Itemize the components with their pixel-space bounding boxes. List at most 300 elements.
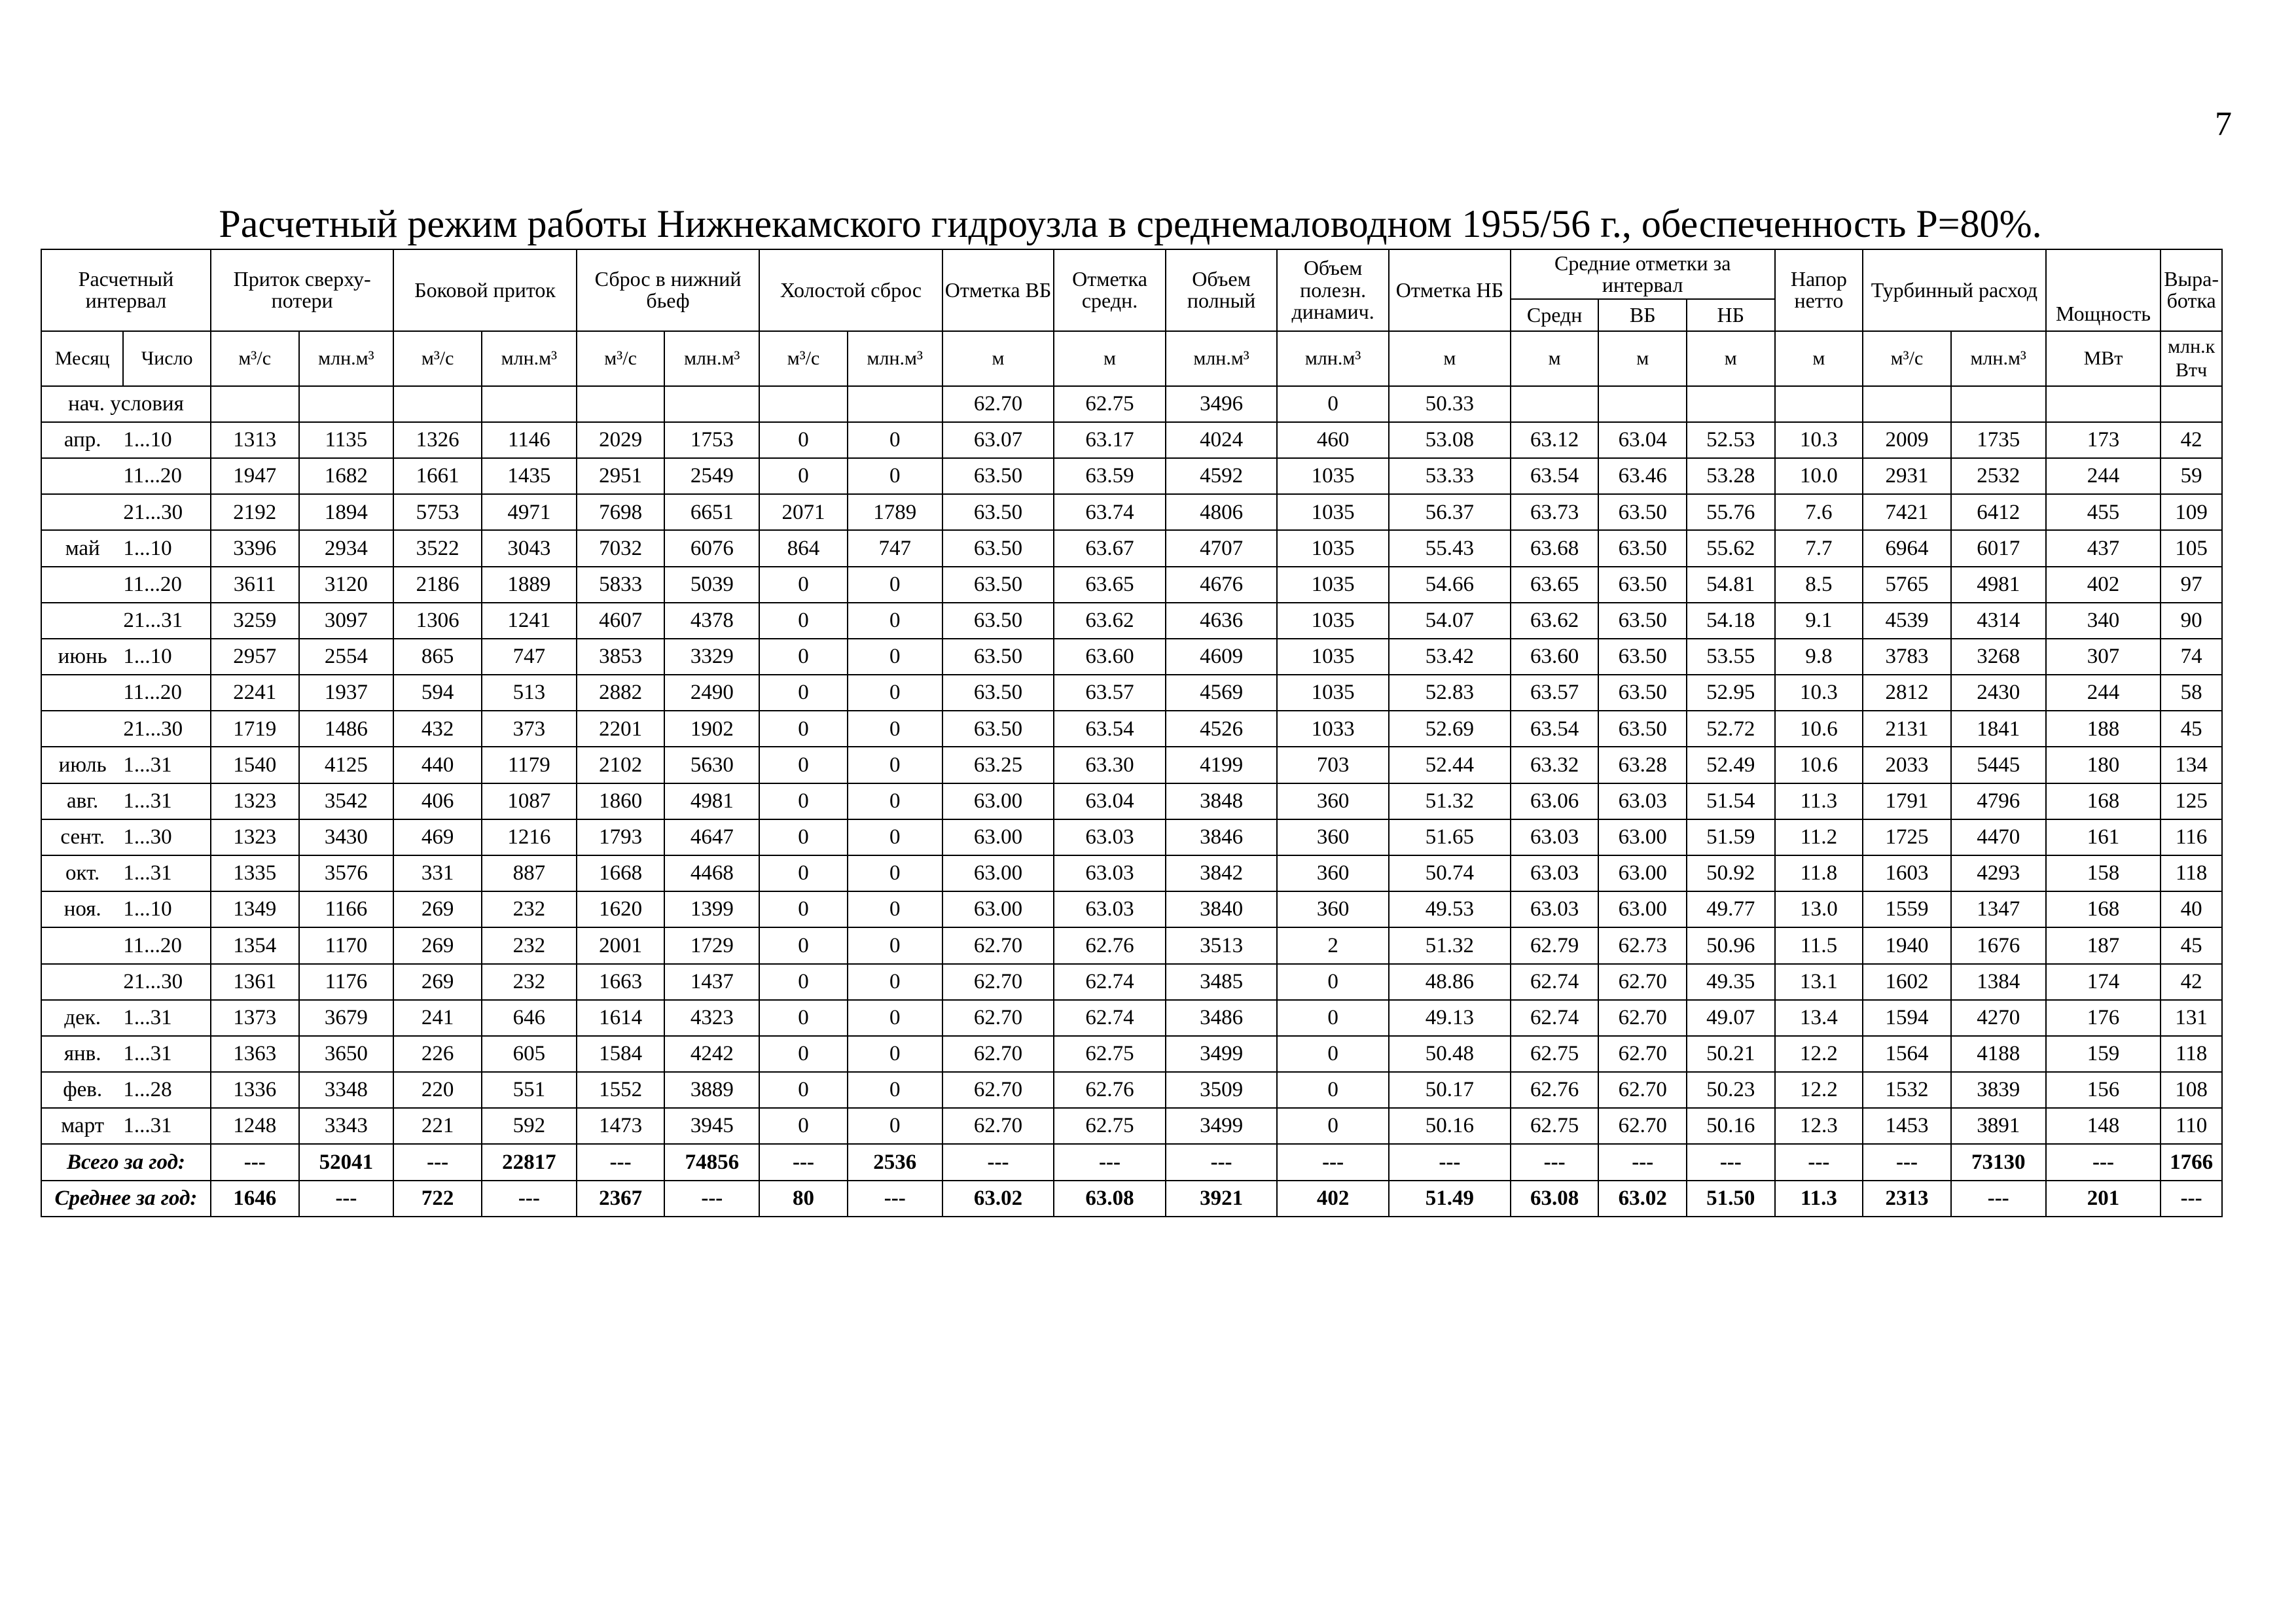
value-cell: 4293 <box>1951 855 2046 891</box>
value-cell: 0 <box>759 567 848 603</box>
value-cell <box>664 386 759 422</box>
value-cell: 4539 <box>1863 603 1951 639</box>
value-cell: 63.50 <box>942 711 1054 747</box>
value-cell: 63.50 <box>942 567 1054 603</box>
value-cell: 63.50 <box>942 675 1054 711</box>
value-cell: 2186 <box>393 567 482 603</box>
month-cell: фев. <box>41 1072 123 1108</box>
value-cell <box>759 386 848 422</box>
header-avg-levels: Средние отметки за интервал <box>1511 249 1775 299</box>
value-cell: 131 <box>2161 1000 2222 1036</box>
value-cell: 108 <box>2161 1072 2222 1108</box>
total-value-cell: 722 <box>393 1181 482 1217</box>
value-cell: 646 <box>482 1000 577 1036</box>
value-cell: 55.43 <box>1389 530 1511 566</box>
value-cell: 1399 <box>664 891 759 927</box>
value-cell <box>848 386 942 422</box>
value-cell: 0 <box>759 603 848 639</box>
value-cell: 864 <box>759 530 848 566</box>
value-cell <box>482 386 577 422</box>
value-cell: 63.03 <box>1054 855 1166 891</box>
total-value-cell: 51.49 <box>1389 1181 1511 1217</box>
table-row <box>41 1108 2222 1144</box>
day-range-cell: 1...31 <box>123 1108 211 1144</box>
value-cell: 62.74 <box>1054 964 1166 1000</box>
value-cell: 187 <box>2046 927 2161 963</box>
value-cell: 62.75 <box>1511 1036 1599 1072</box>
value-cell: 62.75 <box>1511 1108 1599 1144</box>
value-cell: 7.6 <box>1775 494 1863 530</box>
value-cell: 1347 <box>1951 891 2046 927</box>
value-cell: 9.1 <box>1775 603 1863 639</box>
unit-month: Месяц <box>41 331 123 386</box>
value-cell: 1791 <box>1863 783 1951 819</box>
value-cell: 51.32 <box>1389 927 1511 963</box>
value-cell: 3499 <box>1166 1108 1278 1144</box>
value-cell: 62.70 <box>942 1108 1054 1144</box>
value-cell: 1306 <box>393 603 482 639</box>
total-value-cell: --- <box>1687 1144 1775 1180</box>
value-cell: 42 <box>2161 422 2222 458</box>
header-volume-useful: Объем полезн. динамич. <box>1277 249 1389 331</box>
value-cell: 11.3 <box>1775 783 1863 819</box>
value-cell: 0 <box>759 675 848 711</box>
total-value-cell: 11.3 <box>1775 1181 1863 1217</box>
value-cell <box>1511 386 1599 422</box>
value-cell: 0 <box>759 639 848 675</box>
unit-cell: млн.м³ <box>299 331 394 386</box>
value-cell: 1323 <box>211 819 299 855</box>
value-cell: 63.60 <box>1054 639 1166 675</box>
day-range-cell: 11...20 <box>123 567 211 603</box>
header-level-tw: Отметка НБ <box>1389 249 1511 331</box>
total-value-cell: 63.08 <box>1054 1181 1166 1217</box>
value-cell: 887 <box>482 855 577 891</box>
value-cell: 62.73 <box>1598 927 1687 963</box>
value-cell: 11.2 <box>1775 819 1863 855</box>
value-cell: 2241 <box>211 675 299 711</box>
value-cell: 53.55 <box>1687 639 1775 675</box>
header-inflow-top: Приток сверху-потери <box>211 249 393 331</box>
value-cell: 62.74 <box>1054 1000 1166 1036</box>
total-value-cell: --- <box>759 1144 848 1180</box>
total-value-cell: 52041 <box>299 1144 394 1180</box>
totals-row <box>41 1144 2222 1180</box>
value-cell: 55.76 <box>1687 494 1775 530</box>
value-cell: 62.76 <box>1054 927 1166 963</box>
value-cell: 232 <box>482 964 577 1000</box>
value-cell: 63.62 <box>1511 603 1599 639</box>
value-cell: 3542 <box>299 783 394 819</box>
value-cell: 62.79 <box>1511 927 1599 963</box>
value-cell: 63.54 <box>1511 711 1599 747</box>
value-cell: 63.65 <box>1054 567 1166 603</box>
value-cell: 174 <box>2046 964 2161 1000</box>
value-cell: 594 <box>393 675 482 711</box>
value-cell: 1166 <box>299 891 394 927</box>
day-range-cell: 21...30 <box>123 964 211 1000</box>
value-cell: 226 <box>393 1036 482 1072</box>
unit-cell: м³/с <box>393 331 482 386</box>
total-value-cell: 402 <box>1277 1181 1389 1217</box>
value-cell: 1793 <box>577 819 665 855</box>
value-cell: 45 <box>2161 927 2222 963</box>
value-cell: 4647 <box>664 819 759 855</box>
value-cell: 1335 <box>211 855 299 891</box>
total-value-cell: --- <box>1598 1144 1687 1180</box>
value-cell: 74 <box>2161 639 2222 675</box>
value-cell: 62.70 <box>942 1000 1054 1036</box>
value-cell: 45 <box>2161 711 2222 747</box>
value-cell: 2812 <box>1863 675 1951 711</box>
value-cell: 331 <box>393 855 482 891</box>
value-cell: 1035 <box>1277 603 1389 639</box>
value-cell: 3120 <box>299 567 394 603</box>
value-cell: 1841 <box>1951 711 2046 747</box>
value-cell: 12.2 <box>1775 1072 1863 1108</box>
value-cell <box>1863 386 1951 422</box>
value-cell: 592 <box>482 1108 577 1144</box>
value-cell: 2554 <box>299 639 394 675</box>
value-cell: 63.00 <box>942 855 1054 891</box>
value-cell: 0 <box>759 711 848 747</box>
value-cell: 51.32 <box>1389 783 1511 819</box>
month-cell <box>41 458 123 494</box>
value-cell: 1473 <box>577 1108 665 1144</box>
day-range-cell: 1...30 <box>123 819 211 855</box>
value-cell: 54.07 <box>1389 603 1511 639</box>
table-row <box>41 1036 2222 1072</box>
value-cell: 3891 <box>1951 1108 2046 1144</box>
value-cell: 1676 <box>1951 927 2046 963</box>
day-range-cell: 1...10 <box>123 639 211 675</box>
value-cell: 4199 <box>1166 747 1278 783</box>
value-cell <box>1598 386 1687 422</box>
value-cell: 1323 <box>211 783 299 819</box>
value-cell: 1668 <box>577 855 665 891</box>
total-value-cell: 80 <box>759 1181 848 1217</box>
value-cell: 4125 <box>299 747 394 783</box>
month-cell: май <box>41 530 123 566</box>
value-cell: 7032 <box>577 530 665 566</box>
value-cell: 52.49 <box>1687 747 1775 783</box>
value-cell: 1735 <box>1951 422 2046 458</box>
value-cell: 63.68 <box>1511 530 1599 566</box>
value-cell: 4242 <box>664 1036 759 1072</box>
value-cell: 4378 <box>664 603 759 639</box>
value-cell: 1361 <box>211 964 299 1000</box>
total-value-cell: --- <box>1166 1144 1278 1180</box>
value-cell: 2071 <box>759 494 848 530</box>
value-cell: 3496 <box>1166 386 1278 422</box>
unit-cell: млн.м³ <box>1277 331 1389 386</box>
value-cell <box>299 386 394 422</box>
value-cell: 13.0 <box>1775 891 1863 927</box>
day-range-cell: 1...31 <box>123 1036 211 1072</box>
value-cell: 3499 <box>1166 1036 1278 1072</box>
value-cell: 0 <box>759 855 848 891</box>
value-cell: 747 <box>848 530 942 566</box>
value-cell: 0 <box>848 855 942 891</box>
value-cell: 10.6 <box>1775 747 1863 783</box>
value-cell: 3945 <box>664 1108 759 1144</box>
value-cell: 3650 <box>299 1036 394 1072</box>
value-cell: 1176 <box>299 964 394 1000</box>
value-cell: 50.23 <box>1687 1072 1775 1108</box>
unit-cell: м <box>1389 331 1511 386</box>
value-cell: 0 <box>759 458 848 494</box>
day-range-cell: 11...20 <box>123 927 211 963</box>
month-cell: июнь <box>41 639 123 675</box>
value-cell: 63.03 <box>1054 819 1166 855</box>
value-cell: 1241 <box>482 603 577 639</box>
total-value-cell: --- <box>1775 1144 1863 1180</box>
value-cell: 59 <box>2161 458 2222 494</box>
value-cell: 747 <box>482 639 577 675</box>
value-cell: 10.6 <box>1775 711 1863 747</box>
value-cell: 11.5 <box>1775 927 1863 963</box>
day-range-cell: 21...31 <box>123 603 211 639</box>
value-cell: 161 <box>2046 819 2161 855</box>
value-cell: 4707 <box>1166 530 1278 566</box>
value-cell: 13.4 <box>1775 1000 1863 1036</box>
unit-cell: м³/с <box>1863 331 1951 386</box>
value-cell: 2934 <box>299 530 394 566</box>
header-level-avg: Отметка средн. <box>1054 249 1166 331</box>
value-cell: 3853 <box>577 639 665 675</box>
value-cell: 4314 <box>1951 603 2046 639</box>
value-cell: 110 <box>2161 1108 2222 1144</box>
value-cell: 62.70 <box>942 927 1054 963</box>
value-cell: 1437 <box>664 964 759 1000</box>
value-cell: 63.50 <box>942 458 1054 494</box>
header-turbine-flow: Турбинный расход <box>1863 249 2045 331</box>
header-avg-hw: ВБ <box>1598 299 1687 331</box>
value-cell: 5445 <box>1951 747 2046 783</box>
value-cell: 0 <box>759 1108 848 1144</box>
value-cell: 8.5 <box>1775 567 1863 603</box>
value-cell: 1035 <box>1277 639 1389 675</box>
table-row <box>41 891 2222 927</box>
total-value-cell: 63.02 <box>1598 1181 1687 1217</box>
value-cell: 220 <box>393 1072 482 1108</box>
total-value-cell: 63.02 <box>942 1181 1054 1217</box>
value-cell: 4981 <box>1951 567 2046 603</box>
value-cell: 51.65 <box>1389 819 1511 855</box>
month-cell: ноя. <box>41 891 123 927</box>
total-value-cell: --- <box>577 1144 665 1180</box>
value-cell: 63.67 <box>1054 530 1166 566</box>
value-cell: 3513 <box>1166 927 1278 963</box>
value-cell: 63.28 <box>1598 747 1687 783</box>
header-row <box>41 249 2222 299</box>
value-cell: 50.16 <box>1687 1108 1775 1144</box>
value-cell: 440 <box>393 747 482 783</box>
value-cell: 63.03 <box>1054 891 1166 927</box>
value-cell: 4971 <box>482 494 577 530</box>
total-value-cell: --- <box>2161 1181 2222 1217</box>
value-cell: 56.37 <box>1389 494 1511 530</box>
value-cell: 241 <box>393 1000 482 1036</box>
value-cell: 1889 <box>482 567 577 603</box>
value-cell: 1033 <box>1277 711 1389 747</box>
value-cell: 118 <box>2161 855 2222 891</box>
value-cell: 49.13 <box>1389 1000 1511 1036</box>
value-cell: 3486 <box>1166 1000 1278 1036</box>
table-row <box>41 494 2222 530</box>
value-cell: 4609 <box>1166 639 1278 675</box>
value-cell: 1682 <box>299 458 394 494</box>
value-cell: 53.08 <box>1389 422 1511 458</box>
value-cell: 2001 <box>577 927 665 963</box>
value-cell: 50.92 <box>1687 855 1775 891</box>
value-cell <box>1951 386 2046 422</box>
value-cell: 0 <box>1277 964 1389 1000</box>
value-cell: 188 <box>2046 711 2161 747</box>
total-value-cell: --- <box>1277 1144 1389 1180</box>
unit-cell: млн.м³ <box>664 331 759 386</box>
value-cell: 1564 <box>1863 1036 1951 1072</box>
day-range-cell: 1...31 <box>123 783 211 819</box>
value-cell: 62.75 <box>1054 1108 1166 1144</box>
value-cell: 62.74 <box>1511 964 1599 1000</box>
value-cell: 63.04 <box>1054 783 1166 819</box>
page-number: 7 <box>2215 105 2232 143</box>
value-cell: 53.42 <box>1389 639 1511 675</box>
value-cell: 63.50 <box>1598 603 1687 639</box>
value-cell: 2131 <box>1863 711 1951 747</box>
value-cell: 3679 <box>299 1000 394 1036</box>
table-row <box>41 855 2222 891</box>
value-cell: 159 <box>2046 1036 2161 1072</box>
value-cell: 0 <box>848 1108 942 1144</box>
totals-row <box>41 1181 2222 1217</box>
value-cell: 4607 <box>577 603 665 639</box>
document-title: Расчетный режим работы Нижнекамского гидроузла в среднемаловодном 1955/56 г., обеспеченность Р=80%. <box>219 202 2042 245</box>
total-value-cell: --- <box>211 1144 299 1180</box>
value-cell: 1349 <box>211 891 299 927</box>
value-cell: 2009 <box>1863 422 1951 458</box>
value-cell: 6412 <box>1951 494 2046 530</box>
header-level-hw: Отметка ВБ <box>942 249 1054 331</box>
unit-cell: м³/с <box>577 331 665 386</box>
month-cell: дек. <box>41 1000 123 1036</box>
value-cell: 0 <box>848 783 942 819</box>
month-cell: март <box>41 1108 123 1144</box>
day-range-cell: 1...10 <box>123 422 211 458</box>
table-row <box>41 711 2222 747</box>
value-cell: 3430 <box>299 819 394 855</box>
day-range-cell: 1...28 <box>123 1072 211 1108</box>
value-cell: 360 <box>1277 891 1389 927</box>
value-cell: 63.03 <box>1511 855 1599 891</box>
unit-cell: м <box>1598 331 1687 386</box>
value-cell: 62.74 <box>1511 1000 1599 1036</box>
day-range-cell: 11...20 <box>123 675 211 711</box>
day-range-cell: 1...31 <box>123 855 211 891</box>
totals-label: Всего за год: <box>41 1144 211 1180</box>
value-cell: 2029 <box>577 422 665 458</box>
value-cell: 63.32 <box>1511 747 1599 783</box>
month-cell <box>41 567 123 603</box>
value-cell: 90 <box>2161 603 2222 639</box>
value-cell: 703 <box>1277 747 1389 783</box>
value-cell: 0 <box>848 603 942 639</box>
value-cell: 1902 <box>664 711 759 747</box>
value-cell: 0 <box>759 783 848 819</box>
value-cell: 11.8 <box>1775 855 1863 891</box>
value-cell: 1789 <box>848 494 942 530</box>
hydro-regime-table <box>41 249 2223 1217</box>
value-cell: 63.04 <box>1598 422 1687 458</box>
total-value-cell: 1646 <box>211 1181 299 1217</box>
value-cell <box>1775 386 1863 422</box>
table-row <box>41 675 2222 711</box>
value-cell: 50.33 <box>1389 386 1511 422</box>
value-cell: 1336 <box>211 1072 299 1108</box>
header-head-net: Напор нетто <box>1775 249 1863 331</box>
value-cell: 13.1 <box>1775 964 1863 1000</box>
value-cell: 0 <box>759 422 848 458</box>
value-cell: 0 <box>848 927 942 963</box>
value-cell: 1661 <box>393 458 482 494</box>
value-cell: 63.03 <box>1511 891 1599 927</box>
value-cell: 1035 <box>1277 458 1389 494</box>
value-cell: 1035 <box>1277 675 1389 711</box>
value-cell: 158 <box>2046 855 2161 891</box>
value-cell: 455 <box>2046 494 2161 530</box>
unit-day: Число <box>123 331 211 386</box>
value-cell: 63.73 <box>1511 494 1599 530</box>
value-cell: 1559 <box>1863 891 1951 927</box>
value-cell: 373 <box>482 711 577 747</box>
value-cell: 269 <box>393 891 482 927</box>
value-cell: 244 <box>2046 458 2161 494</box>
value-cell: 63.57 <box>1511 675 1599 711</box>
value-cell: 1035 <box>1277 530 1389 566</box>
value-cell: 54.66 <box>1389 567 1511 603</box>
value-cell: 3839 <box>1951 1072 2046 1108</box>
value-cell: 49.07 <box>1687 1000 1775 1036</box>
value-cell: 2549 <box>664 458 759 494</box>
day-range-cell: 1...10 <box>123 891 211 927</box>
value-cell: 0 <box>848 1036 942 1072</box>
value-cell: 3259 <box>211 603 299 639</box>
value-cell: 1326 <box>393 422 482 458</box>
value-cell: 2201 <box>577 711 665 747</box>
total-value-cell: 73130 <box>1951 1144 2046 1180</box>
total-value-cell: 2313 <box>1863 1181 1951 1217</box>
value-cell: 9.8 <box>1775 639 1863 675</box>
value-cell: 1373 <box>211 1000 299 1036</box>
value-cell: 0 <box>759 1072 848 1108</box>
value-cell: 3343 <box>299 1108 394 1144</box>
value-cell: 0 <box>848 711 942 747</box>
value-cell: 0 <box>759 747 848 783</box>
header-side-inflow: Боковой приток <box>393 249 576 331</box>
value-cell: 2931 <box>1863 458 1951 494</box>
value-cell: 7421 <box>1863 494 1951 530</box>
value-cell: 1435 <box>482 458 577 494</box>
table-row <box>41 819 2222 855</box>
value-cell: 0 <box>759 1000 848 1036</box>
value-cell: 62.70 <box>942 964 1054 1000</box>
unit-cell: м <box>1054 331 1166 386</box>
value-cell: 62.70 <box>1598 1036 1687 1072</box>
value-cell: 10.3 <box>1775 675 1863 711</box>
value-cell: 156 <box>2046 1072 2161 1108</box>
value-cell: 5833 <box>577 567 665 603</box>
